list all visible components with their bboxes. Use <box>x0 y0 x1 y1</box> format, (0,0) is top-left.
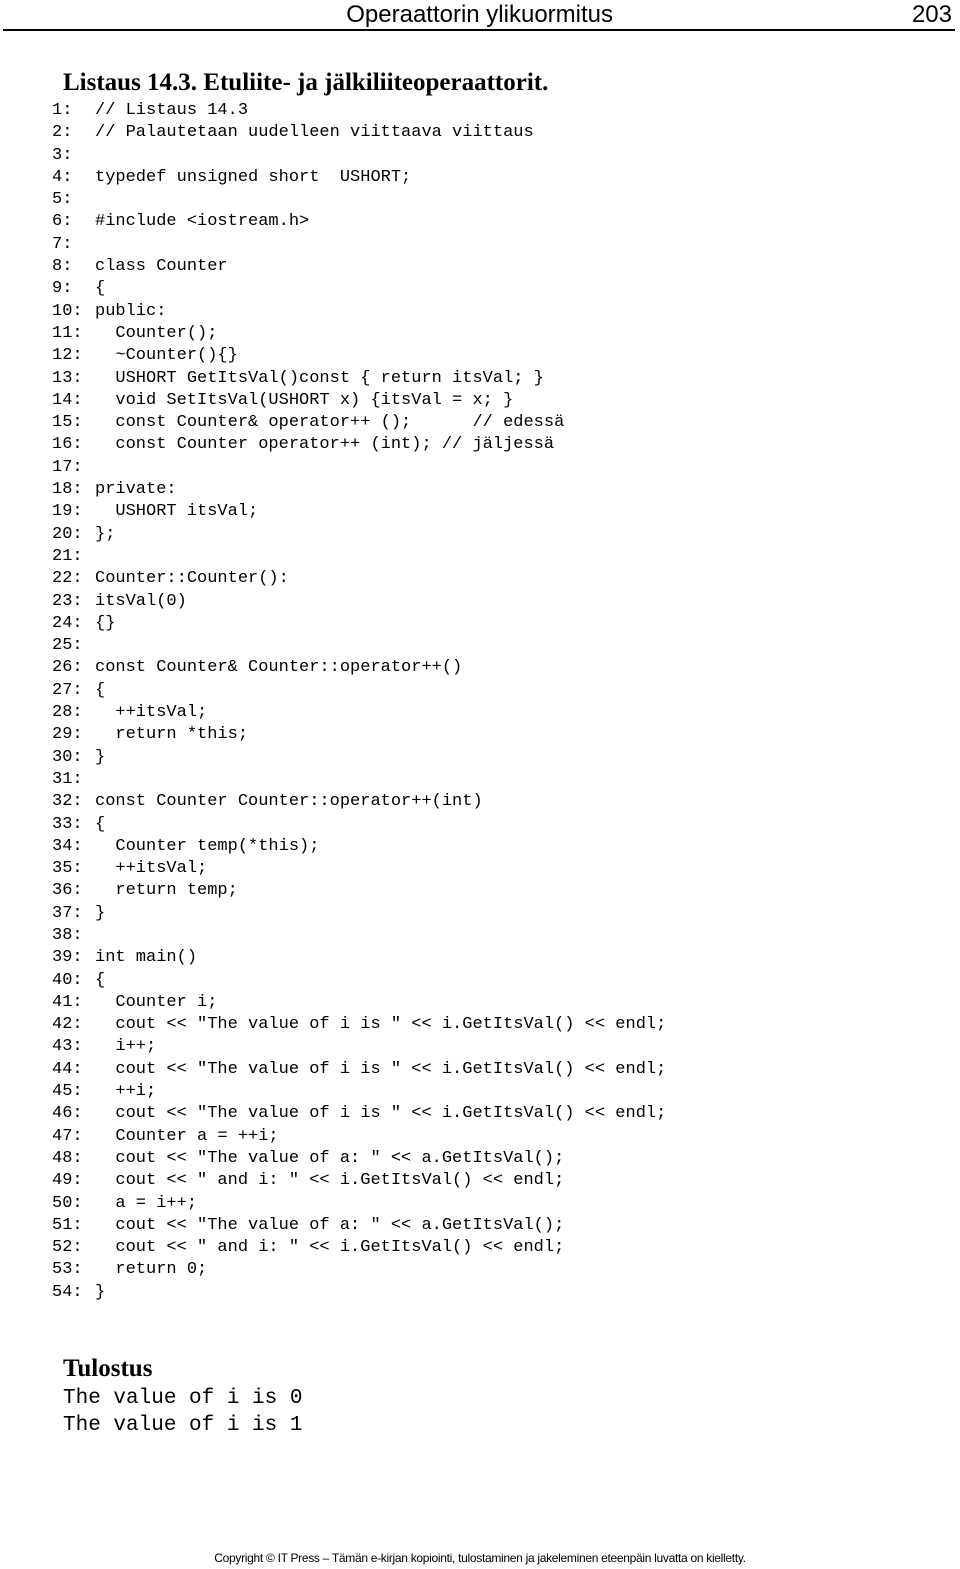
code-line <box>52 836 666 858</box>
line-number: 4: <box>52 167 73 187</box>
code-text: } <box>95 1282 106 1302</box>
code-text: typedef unsigned short USHORT; <box>95 167 412 187</box>
line-number: 28: <box>52 703 83 723</box>
line-number: 54: <box>52 1282 83 1302</box>
line-number: 48: <box>52 1148 83 1168</box>
code-line <box>52 1215 666 1237</box>
code-line <box>52 368 666 390</box>
code-line <box>52 345 666 367</box>
line-number: 15: <box>52 413 83 433</box>
code-text: cout << "The value of a: " << a.GetItsVal(); <box>95 1148 565 1168</box>
line-number: 50: <box>52 1193 83 1213</box>
line-number: 46: <box>52 1104 83 1124</box>
code-text: public: <box>95 301 167 321</box>
running-header-title: Operaattorin ylikuormitus <box>346 1 613 28</box>
line-number: 31: <box>52 769 83 789</box>
output-line: The value of i is 1 <box>63 1414 303 1437</box>
code-text: Counter::Counter(): <box>95 569 289 589</box>
line-number: 21: <box>52 546 83 566</box>
code-line <box>52 880 666 902</box>
line-number: 39: <box>52 948 83 968</box>
code-line <box>52 100 666 122</box>
code-line <box>52 256 666 278</box>
line-number: 36: <box>52 881 83 901</box>
line-number: 26: <box>52 658 83 678</box>
line-number: 44: <box>52 1059 83 1079</box>
code-text: cout << "The value of i is " << i.GetItsVal() << endl; <box>95 1015 667 1035</box>
code-line <box>52 501 666 523</box>
code-line <box>52 167 666 189</box>
code-line <box>52 301 666 323</box>
code-text: return 0; <box>95 1260 208 1280</box>
code-line <box>52 591 666 613</box>
code-line <box>52 814 666 836</box>
line-number: 37: <box>52 903 83 923</box>
code-text: int main() <box>95 948 198 968</box>
code-line <box>52 457 666 479</box>
line-number: 17: <box>52 457 83 477</box>
code-line <box>52 1282 666 1304</box>
line-number: 45: <box>52 1082 83 1102</box>
code-text: i++; <box>95 1037 157 1057</box>
code-line <box>52 211 666 233</box>
code-text: {} <box>95 613 116 633</box>
code-line <box>52 970 666 992</box>
line-number: 35: <box>52 859 83 879</box>
code-text: const Counter& operator++ (); // edessä <box>95 413 565 433</box>
code-line <box>52 724 666 746</box>
code-line <box>52 412 666 434</box>
page-number: 203 <box>911 1 952 28</box>
line-number: 3: <box>52 145 73 165</box>
code-line <box>52 1259 666 1281</box>
line-number: 29: <box>52 725 83 745</box>
code-text: cout << "The value of i is " << i.GetItsVal() << endl; <box>95 1104 667 1124</box>
code-line <box>52 1170 666 1192</box>
code-line <box>52 657 666 679</box>
code-text: Counter temp(*this); <box>95 836 320 856</box>
code-line <box>52 791 666 813</box>
line-number: 18: <box>52 480 83 500</box>
code-text: { <box>95 279 106 299</box>
code-line <box>52 390 666 412</box>
code-text: const Counter& Counter::operator++() <box>95 658 463 678</box>
line-number: 32: <box>52 792 83 812</box>
line-number: 12: <box>52 346 83 366</box>
code-text: Counter i; <box>95 992 218 1012</box>
line-number: 13: <box>52 368 83 388</box>
code-line <box>52 1148 666 1170</box>
code-text: a = i++; <box>95 1193 198 1213</box>
code-line <box>52 546 666 568</box>
code-line <box>52 858 666 880</box>
code-line <box>52 747 666 769</box>
code-line <box>52 568 666 590</box>
code-text: ++itsVal; <box>95 703 208 723</box>
code-line <box>52 702 666 724</box>
code-text: class Counter <box>95 257 228 277</box>
output-title: Tulostus <box>63 1355 153 1382</box>
code-text: { <box>95 680 106 700</box>
code-line <box>52 479 666 501</box>
code-text: { <box>95 970 106 990</box>
code-line <box>52 524 666 546</box>
code-line <box>52 613 666 635</box>
line-number: 51: <box>52 1215 83 1235</box>
line-number: 14: <box>52 390 83 410</box>
code-text: return *this; <box>95 725 249 745</box>
line-number: 25: <box>52 636 83 656</box>
code-text: } <box>95 747 106 767</box>
listing-title: Listaus 14.3. Etuliite- ja jälkiliiteoperaattorit. <box>63 69 549 96</box>
line-number: 5: <box>52 190 73 210</box>
code-text: return temp; <box>95 881 238 901</box>
code-text: private: <box>95 480 177 500</box>
code-text: cout << "The value of i is " << i.GetItsVal() << endl; <box>95 1059 667 1079</box>
code-listing <box>52 100 666 1304</box>
code-text: USHORT GetItsVal()const { return itsVal; } <box>95 368 544 388</box>
code-text: { <box>95 814 106 834</box>
code-line <box>52 1014 666 1036</box>
line-number: 19: <box>52 502 83 522</box>
line-number: 11: <box>52 323 83 343</box>
header-rule <box>3 29 955 31</box>
line-number: 43: <box>52 1037 83 1057</box>
code-line <box>52 234 666 256</box>
code-text: cout << "The value of a: " << a.GetItsVal(); <box>95 1215 565 1235</box>
line-number: 23: <box>52 591 83 611</box>
line-number: 6: <box>52 212 73 232</box>
line-number: 24: <box>52 613 83 633</box>
line-number: 52: <box>52 1238 83 1258</box>
line-number: 1: <box>52 101 73 120</box>
code-line <box>52 323 666 345</box>
code-line <box>52 1126 666 1148</box>
code-line <box>52 680 666 702</box>
code-text: const Counter operator++ (int); // jäljessä <box>95 435 555 455</box>
code-line <box>52 992 666 1014</box>
line-number: 41: <box>52 992 83 1012</box>
line-number: 49: <box>52 1171 83 1191</box>
code-text: } <box>95 903 106 923</box>
code-line <box>52 434 666 456</box>
line-number: 2: <box>52 123 73 143</box>
code-text: Counter a = ++i; <box>95 1126 279 1146</box>
code-line <box>52 947 666 969</box>
line-number: 8: <box>52 257 73 277</box>
code-line <box>52 1081 666 1103</box>
line-number: 22: <box>52 569 83 589</box>
code-text: // Palautetaan uudelleen viittaava viittaus <box>95 123 534 143</box>
line-number: 20: <box>52 524 83 544</box>
line-number: 7: <box>52 234 73 254</box>
output-line: The value of i is 0 <box>63 1387 303 1410</box>
code-text: USHORT itsVal; <box>95 502 259 522</box>
code-text: ++itsVal; <box>95 859 208 879</box>
code-text: ~Counter(){} <box>95 346 238 366</box>
code-line <box>52 189 666 211</box>
code-text: Counter(); <box>95 323 218 343</box>
line-number: 27: <box>52 680 83 700</box>
code-text: cout << " and i: " << i.GetItsVal() << endl; <box>95 1171 565 1191</box>
line-number: 30: <box>52 747 83 767</box>
code-text: // Listaus 14.3 <box>95 101 249 120</box>
code-line <box>52 1103 666 1125</box>
copyright-footer: Copyright © IT Press – Tämän e-kirjan kopiointi, tulostaminen ja jakeleminen eteenpäin luvatta on kielletty. <box>214 1551 746 1565</box>
line-number: 53: <box>52 1260 83 1280</box>
line-number: 9: <box>52 279 73 299</box>
code-text: #include <iostream.h> <box>95 212 310 232</box>
code-line <box>52 903 666 925</box>
code-line <box>52 122 666 144</box>
code-line <box>52 1193 666 1215</box>
code-line <box>52 145 666 167</box>
code-line <box>52 1036 666 1058</box>
line-number: 47: <box>52 1126 83 1146</box>
line-number: 10: <box>52 301 83 321</box>
line-number: 34: <box>52 836 83 856</box>
code-text: const Counter Counter::operator++(int) <box>95 792 483 812</box>
line-number: 33: <box>52 814 83 834</box>
code-line <box>52 278 666 300</box>
program-output <box>63 1385 302 1439</box>
code-text: void SetItsVal(USHORT x) {itsVal = x; } <box>95 390 514 410</box>
code-line <box>52 635 666 657</box>
line-number: 40: <box>52 970 83 990</box>
code-text: }; <box>95 524 116 544</box>
code-text: itsVal(0) <box>95 591 187 611</box>
code-line <box>52 1237 666 1259</box>
code-line <box>52 925 666 947</box>
code-line <box>52 1059 666 1081</box>
line-number: 42: <box>52 1015 83 1035</box>
line-number: 16: <box>52 435 83 455</box>
code-text: ++i; <box>95 1082 157 1102</box>
code-line <box>52 769 666 791</box>
code-text: cout << " and i: " << i.GetItsVal() << endl; <box>95 1238 565 1258</box>
line-number: 38: <box>52 925 83 945</box>
